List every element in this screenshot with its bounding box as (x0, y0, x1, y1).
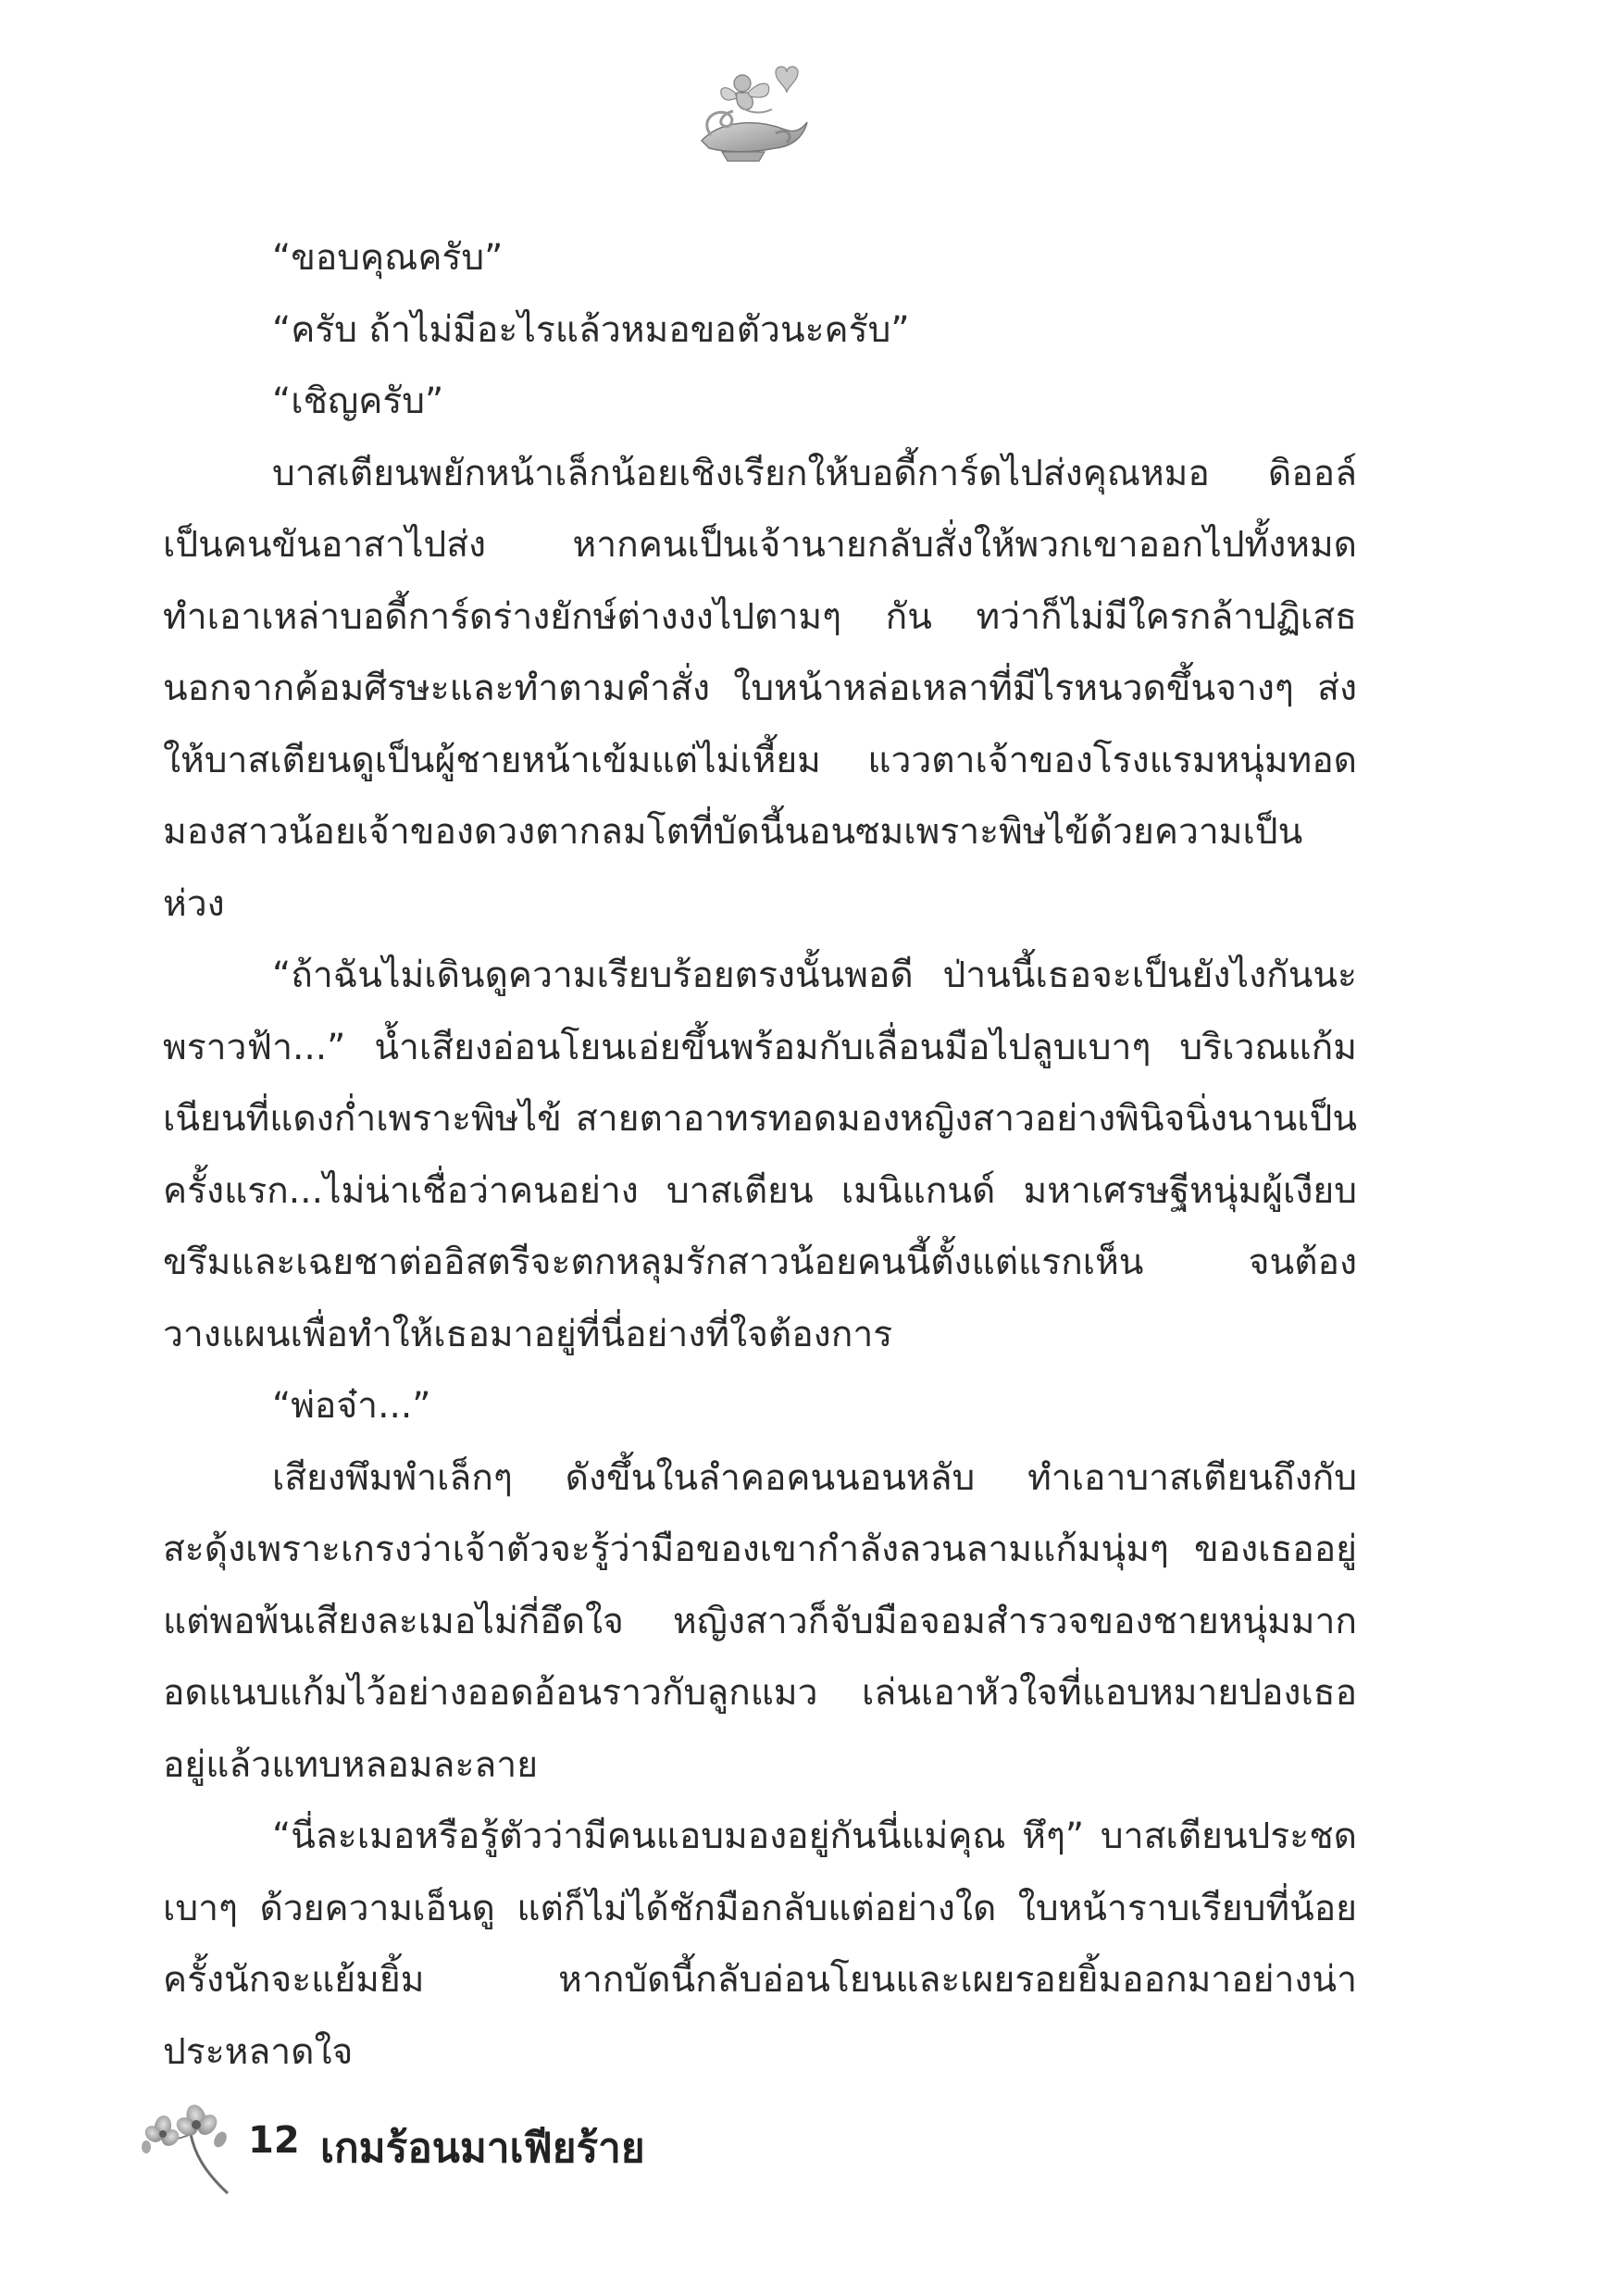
book-title: เกมร้อนมาเฟียร้าย (320, 2125, 645, 2172)
body-text (163, 222, 1357, 2088)
paragraph: “ถ้าฉันไม่เดินดูความเรียบร้อยตรงนั้นพอดี ป่านนี้เธอจะเป็นยังไงกันนะพราวฟ้า...” น้ำเสียงอ่อนโยนเอ่ยขึ้นพร้อมกับเลื่อนมือไปลูบเบาๆ บริเวณแก้มเนียนที่แดงก่ำเพราะพิษไข้ สายตาอาทรทอดมองหญิงสาวอย่างพินิจนิ่งนานเป็นครั้งแรก...ไม่น่าเชื่อว่าคนอย่าง บาสเตียน เมนิแกนด์ มหาเศรษฐีหนุ่มผู้เงียบขรึมและเฉยชาต่ออิสตรีจะตกหลุมรักสาวน้อยคนนี้ตั้งแต่แรกเห็น จนต้องวางแผนเพื่อทำให้เธอมาอยู่ที่นี่อย่างที่ใจต้องการ (163, 955, 1357, 1355)
paragraph: เสียงพึมพำเล็กๆ ดังขึ้นในลำคอคนนอนหลับ ทำเอาบาสเตียนถึงกับสะดุ้งเพราะเกรงว่าเจ้าตัวจะรู้ว่ามือของเขากำลังลวนลามแก้มนุ่มๆ ของเธออยู่ แต่พอพ้นเสียงละเมอไม่กี่อึดใจ หญิงสาวก็จับมือจอมสำรวจของชายหนุ่มมากอดแนบแก้มไว้อย่างออดอ้อนราวกับลูกแมว เล่นเอาหัวใจที่แอบหมายปองเธออยู่แล้วแทบหลอมละลาย (163, 1456, 1357, 1786)
paragraph: บาสเตียนพยักหน้าเล็กน้อยเชิงเรียกให้บอดี้การ์ดไปส่งคุณหมอ ดิออล์เป็นคนขันอาสาไปส่ง หากคนเป็นเจ้านายกลับสั่งให้พวกเขาออกไปทั้งหมด ทำเอาเหล่าบอดี้การ์ดร่างยักษ์ต่างงงไปตามๆ กัน ทว่าก็ไม่มีใครกล้าปฏิเสธนอกจากค้อมศีรษะและทำตามคำสั่ง ใบหน้าหล่อเหลาที่มีไรหนวดขึ้นจางๆ ส่งให้บาสเตียนดูเป็นผู้ชายหน้าเข้มแต่ไม่เหี้ยม แววตาเจ้าของโรงแรมหนุ่มทอดมองสาวน้อยเจ้าของดวงตากลมโตที่บัดนี้นอนซมเพราะพิษไข้ด้วยความเป็นห่วง (163, 452, 1357, 925)
cupid-lamp-ornament-icon (683, 56, 813, 167)
orchid-flower-icon (139, 2097, 245, 2199)
paragraph: “ขอบคุณครับ” (272, 237, 504, 279)
paragraph: “พ่อจ๋า...” (272, 1385, 431, 1427)
paragraph: “เชิญครับ” (272, 381, 444, 422)
page-footer (139, 2097, 787, 2199)
page-number: 12 (248, 2119, 300, 2162)
paragraph: “ครับ ถ้าไม่มีอะไรแล้วหมอขอตัวนะครับ” (272, 308, 910, 351)
paragraph: “นี่ละเมอหรือรู้ตัวว่ามีคนแอบมองอยู่กันนี่แม่คุณ หึๆ” บาสเตียนประชดเบาๆ ด้วยความเอ็นดู แต่ก็ไม่ได้ชักมือกลับแต่อย่างใด ใบหน้าราบเรียบที่น้อยครั้งนักจะแย้มยิ้ม หากบัดนี้กลับอ่อนโยนและเผยรอยยิ้มออกมาอย่างน่าประหลาดใจ (163, 1816, 1357, 2073)
